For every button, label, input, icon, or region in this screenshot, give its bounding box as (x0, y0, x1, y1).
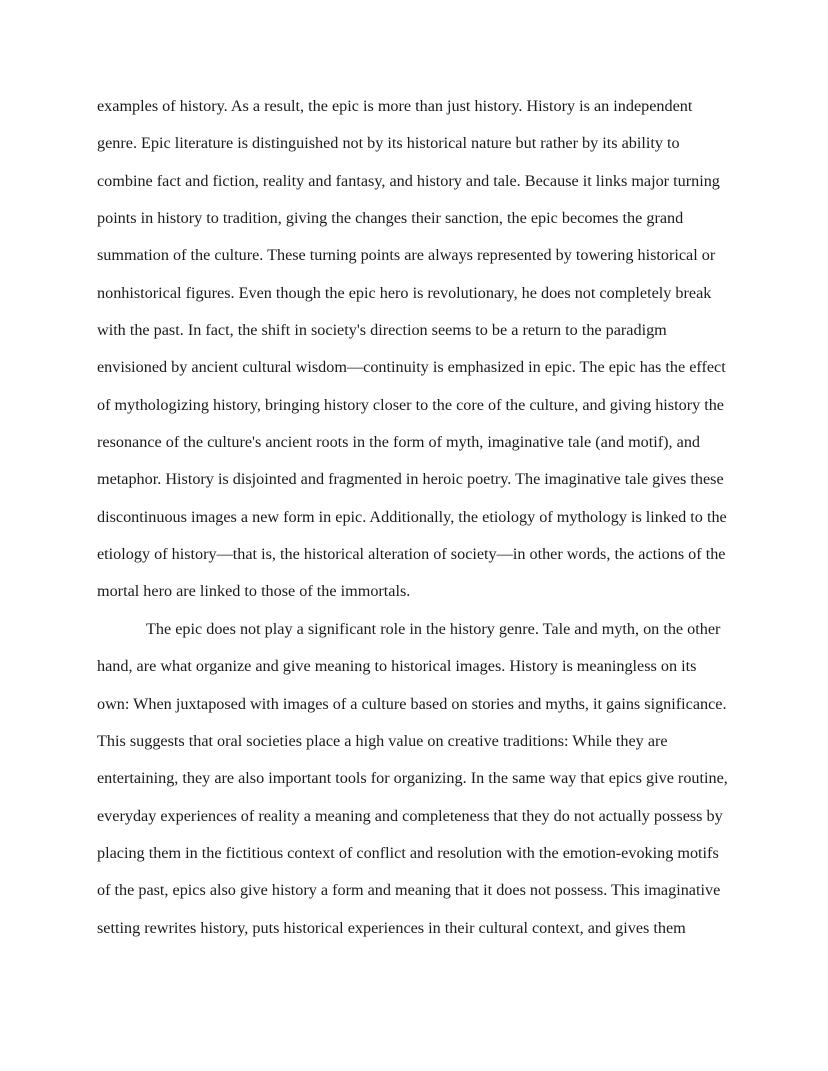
paragraph (97, 88, 731, 611)
text-line: nonhistorical figures. Even though the epic hero is revolutionary, he does not completely break (97, 283, 712, 302)
text-line: mortal hero are linked to those of the immortals. (97, 582, 411, 601)
paragraph (97, 611, 731, 947)
text-line: resonance of the culture's ancient roots in the form of myth, imaginative tale (and motif), and (97, 433, 701, 452)
text-line: genre. Epic literature is distinguished not by its historical nature but rather by its ability to (97, 134, 680, 153)
text-line: with the past. In fact, the shift in society's direction seems to be a return to the paradigm (97, 321, 667, 340)
text-line: The epic does not play a significant role in the history genre. Tale and myth, on the other (146, 619, 721, 638)
text-line: envisioned by ancient cultural wisdom—continuity is emphasized in epic. The epic has the effect (97, 358, 726, 377)
text-line: discontinuous images a new form in epic. Additionally, the etiology of mythology is linked to the (97, 507, 727, 526)
text-line: This suggests that oral societies place a high value on creative traditions: While they are (97, 731, 668, 750)
text-line: own: When juxtaposed with images of a culture based on stories and myths, it gains significance. (97, 694, 727, 713)
text-line: setting rewrites history, puts historical experiences in their cultural context, and gives them (97, 918, 686, 937)
text-line: examples of history. As a result, the epic is more than just history. History is an independent (97, 97, 693, 115)
text-line: of the past, epics also give history a form and meaning that it does not possess. This imaginative (97, 881, 721, 900)
text-line: hand, are what organize and give meaning to historical images. History is meaningless on its (97, 657, 697, 676)
document-text-body (97, 88, 731, 947)
text-line: points in history to tradition, giving the changes their sanction, the epic becomes the grand (97, 209, 684, 228)
text-line: metaphor. History is disjointed and fragmented in heroic poetry. The imaginative tale gives these (97, 470, 724, 489)
text-line: entertaining, they are also important tools for organizing. In the same way that epics give routine, (97, 769, 728, 788)
text-line: summation of the culture. These turning points are always represented by towering historical or (97, 246, 716, 265)
text-line: of mythologizing history, bringing history closer to the core of the culture, and giving history the (97, 395, 724, 414)
text-line: etiology of history—that is, the historical alteration of society—in other words, the actions of the (97, 545, 726, 564)
text-line: combine fact and fiction, reality and fantasy, and history and tale. Because it links major turning (97, 171, 720, 190)
text-line: placing them in the fictitious context of conflict and resolution with the emotion-evoking motifs (97, 843, 719, 862)
text-line: everyday experiences of reality a meaning and completeness that they do not actually possess by (97, 806, 723, 825)
